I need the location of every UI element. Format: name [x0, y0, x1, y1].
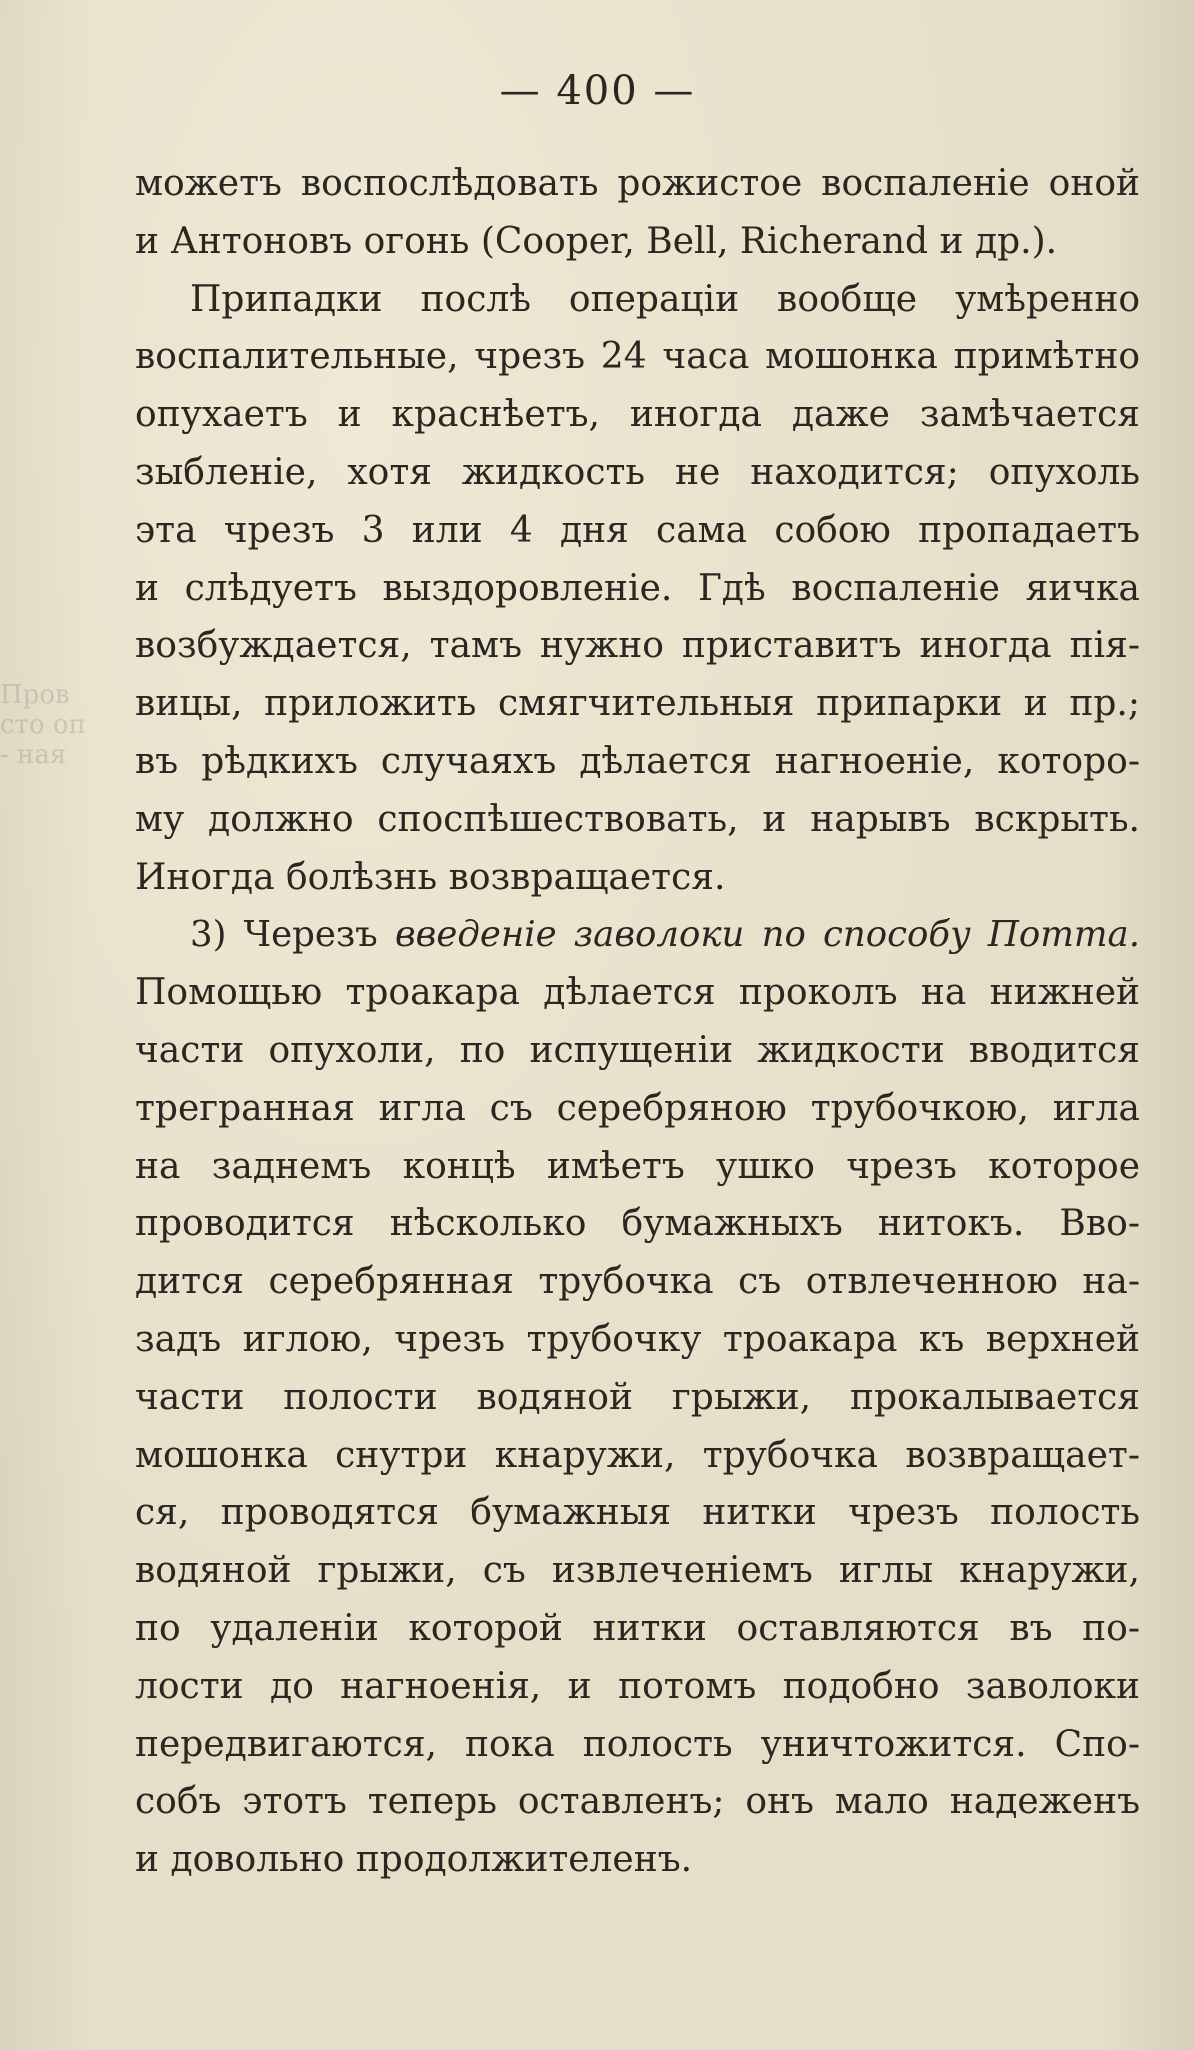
text-line: части полости водяной грыжи, прокалывается	[135, 1376, 1140, 1418]
text-line: передвигаются, пока полость уничтожится. Спо-	[135, 1723, 1140, 1765]
text-line-section-heading	[135, 906, 1140, 964]
text-line: вицы, приложить смягчительныя припарки и пр.;	[135, 683, 1140, 725]
text-line: мошонка снутри кнаружи, трубочка возвращает-	[135, 1434, 1140, 1476]
text-line: дится серебрянная трубочка съ отвлеченною на-	[135, 1261, 1140, 1303]
text-line: трегранная игла съ серебряною трубочкою, игла	[135, 1087, 1140, 1129]
text-line: му должно споспѣшествовать, и нарывъ вскрыть.	[135, 798, 1140, 840]
text-line: на заднемъ концѣ имѣетъ ушко чрезъ которое	[135, 1145, 1140, 1187]
text-line: водяной грыжи, съ извлеченіемъ иглы кнаружи,	[135, 1550, 1140, 1592]
text-line: можетъ воспослѣдовать рожистое воспаленіе оной	[135, 163, 1140, 204]
section-title-italic: введеніе заволоки по способу Потта.	[395, 914, 1140, 956]
text-line: и Антоновъ огонь (Cooper, Bell, Richerand и др.).	[135, 220, 1058, 262]
text-line: Припадки послѣ операціи вообще умѣренно	[190, 278, 1140, 320]
text-line: Помощью троакара дѣлается проколъ на нижней	[135, 972, 1140, 1014]
bleed-line: сто оп	[0, 710, 86, 740]
text-line: собъ этотъ теперь оставленъ; онъ мало надеженъ	[135, 1781, 1140, 1823]
text-line: возбуждается, тамъ нужно приставитъ иногда пія-	[135, 625, 1140, 667]
bleed-through-text	[0, 680, 90, 770]
text-line: и довольно продолжителенъ.	[135, 1839, 693, 1881]
text-line: Иногда болѣзнь возвращается.	[135, 856, 726, 898]
text-line: и слѣдуетъ выздоровленіе. Гдѣ воспаленіе яичка	[135, 567, 1140, 609]
section-number-prefix: 3) Черезъ	[190, 914, 378, 956]
text-line: ся, проводятся бумажныя нитки чрезъ полость	[135, 1492, 1140, 1534]
text-line: въ рѣдкихъ случаяхъ дѣлается нагноеніе, которо-	[135, 740, 1140, 782]
text-line: по удаленіи которой нитки оставляются въ по-	[135, 1607, 1140, 1649]
text-line: эта чрезъ 3 или 4 дня сама собою пропадаетъ	[135, 509, 1140, 551]
text-line: задъ иглою, чрезъ трубочку троакара къ верхней	[135, 1318, 1140, 1360]
bleed-line: Пров	[0, 680, 70, 710]
text-line: опухаетъ и краснѣетъ, иногда даже замѣчается	[135, 394, 1140, 436]
text-line: лости до нагноенія, и потомъ подобно заволоки	[135, 1665, 1140, 1707]
body-text	[135, 155, 1140, 1889]
text-line: воспалительные, чрезъ 24 часа мошонка примѣтно	[135, 336, 1140, 378]
bleed-line: - ная	[0, 740, 67, 770]
text-line: проводится нѣсколько бумажныхъ нитокъ. Вво-	[135, 1203, 1140, 1245]
page-number: — 400 —	[499, 68, 696, 114]
text-line: зыбленіе, хотя жидкость не находится; опухоль	[135, 451, 1140, 493]
text-line: части опухоли, по испущеніи жидкости вводится	[135, 1029, 1140, 1071]
